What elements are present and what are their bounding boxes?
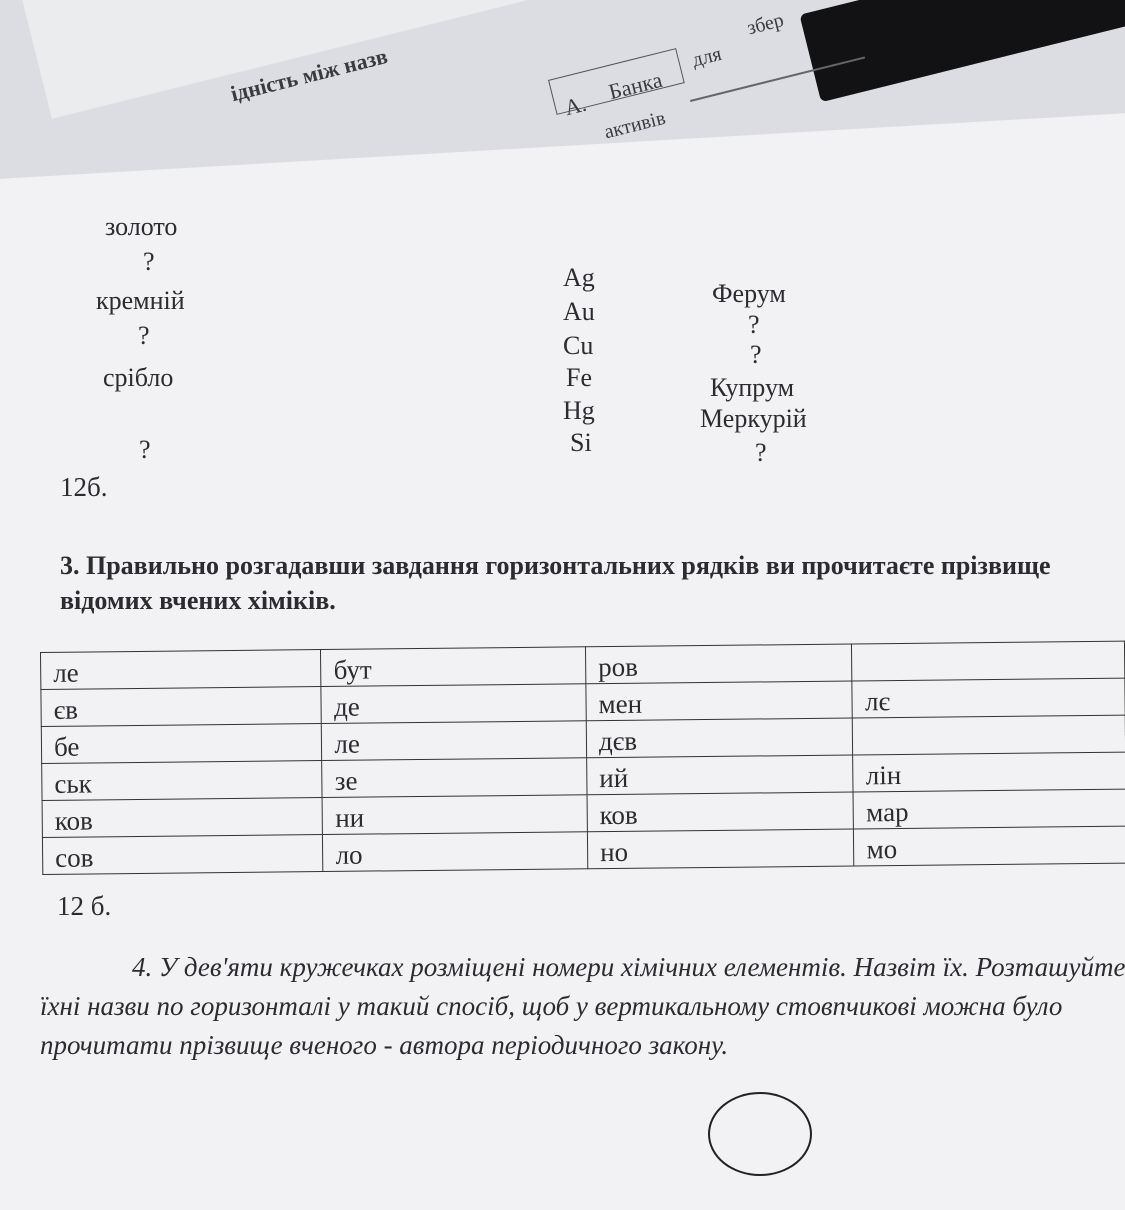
table-cell: бе [41,724,322,764]
name-item: ? [748,310,760,339]
symbol-item: Hg [563,396,595,425]
score-task3: 12 б. [57,891,112,921]
table-cell: ков [42,798,323,838]
symbol-item: Si [570,428,592,457]
left-item: ? [139,435,151,464]
left-item: срібло [103,363,174,392]
score-task2: 12б. [60,472,108,502]
back-page-fragment: ідність між назв [228,43,390,107]
table-cell: мо [854,826,1125,866]
name-item: Меркурій [700,404,807,433]
table-cell [853,715,1125,755]
back-option-letter: А. [562,90,589,121]
table-cell: мар [853,789,1125,829]
table-cell: зе [322,758,587,798]
table-cell: ков [587,792,854,832]
back-option-line2: активів [602,106,668,144]
left-item: ? [143,247,155,276]
symbol-item: Ag [563,263,595,292]
table-cell: де [321,684,586,724]
symbol-item: Cu [563,331,594,360]
task3-text: 3. Правильно розгадавши завдання горизонтальних рядків ви прочитаєте прізвище відомих вчених хіміків. [60,551,1051,616]
symbol-item: Au [563,297,595,326]
back-option-text: Банка [606,66,665,105]
left-item: золото [105,212,178,241]
table-cell: ров [585,644,852,684]
table-cell: мен [586,681,853,721]
table-cell: ий [587,755,854,795]
table-cell: бут [321,647,586,687]
table-cell: ськ [42,761,323,801]
table-cell [852,641,1125,681]
task4-text: 4. У дев'яти кружечках розміщені номери хімічних елементів. Назвіт їх. Розташуйте їхні назви по горизонталі у такий спосіб, щоб у вертикальному стовпчикові можна було прочитати прізвище вченого - автора періодичного закону. [40,952,1125,1061]
back-option-word3: збер [745,9,786,40]
table-cell: ле [322,721,587,761]
table-cell: дєв [586,718,853,758]
name-item: ? [755,438,767,467]
left-item: кремній [96,286,185,315]
symbol-item: Fe [566,363,592,392]
table-cell: ло [323,832,588,872]
table-cell: лє [852,678,1125,718]
table-cell: лін [853,752,1125,792]
dark-object [799,0,1125,102]
name-item: Ферум [712,279,786,308]
table-cell: сов [42,835,323,875]
table-cell: ле [41,650,322,690]
name-item: ? [750,340,762,369]
back-option-word2: для [690,42,724,72]
name-item: Купрум [710,373,795,402]
syllable-table [40,641,1125,875]
left-item: ? [138,321,150,350]
table-cell: ни [323,795,588,835]
table-cell: но [587,829,854,869]
number-circle [708,1092,812,1176]
table-cell: єв [41,687,322,727]
